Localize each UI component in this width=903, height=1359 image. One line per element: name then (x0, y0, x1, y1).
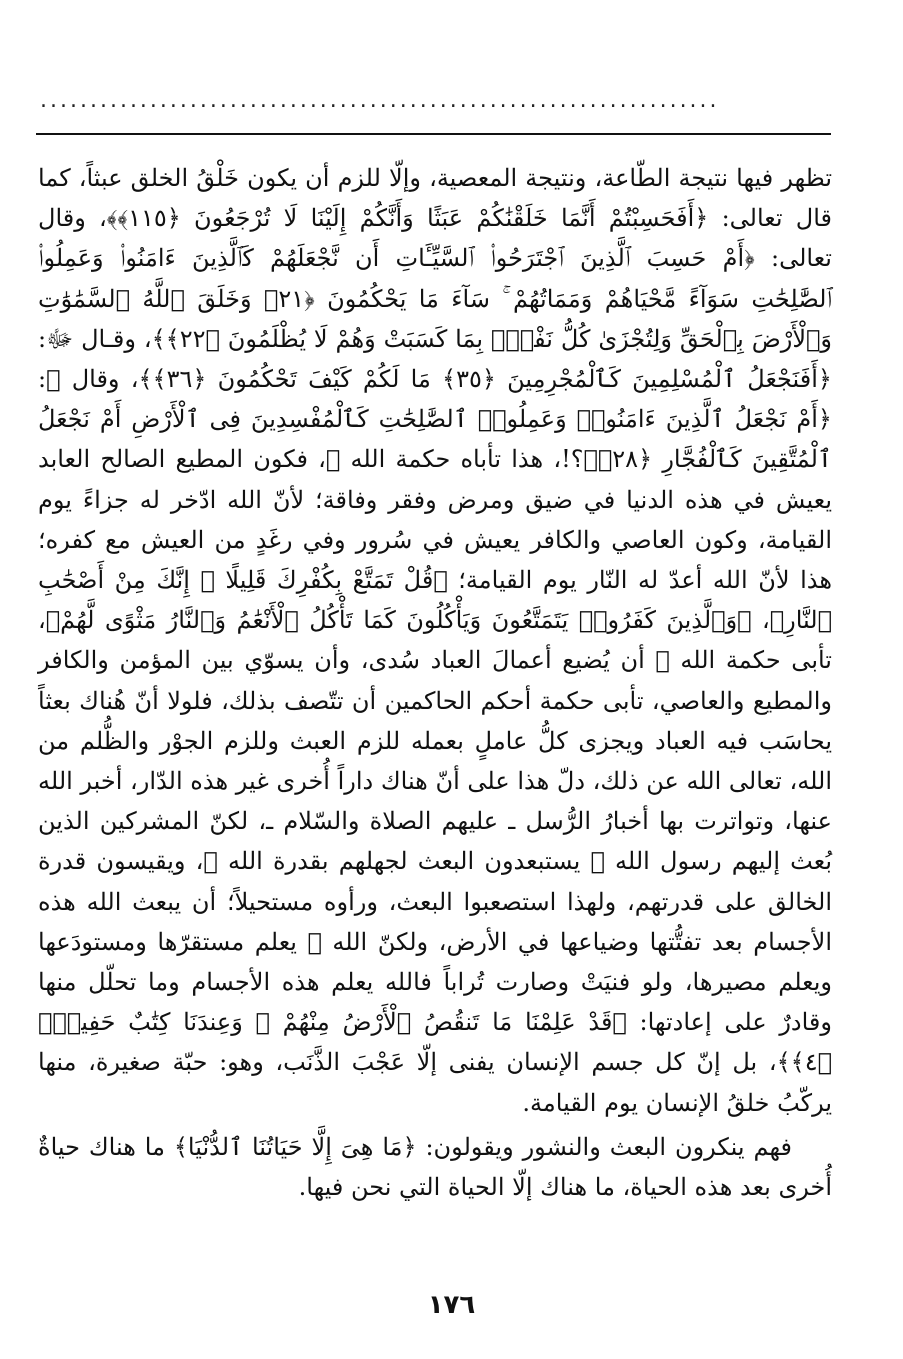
paragraph-2: فهم ينكرون البعث والنشور ويقولون: ﴿مَا هِىَ إِلَّا حَيَاتُنَا ٱلدُّنْيَا﴾ ما هناك حياةٌ أُخرى بعد هذه الحياة، ما هناك إلّا الحياة التي نحن فيها. (38, 1132, 832, 1202)
header-rule (36, 133, 831, 135)
separator-dots: .................................................................... (40, 88, 720, 113)
page-body (38, 158, 832, 1207)
paragraph-1: تظهر فيها نتيجة الطّاعة، ونتيجة المعصية، وإلّا للزم أن يكون خَلْقُ الخلق عبثاً، كما قال تعالى: ﴿أَفَحَسِبْتُمْ أَنَّمَا خَلَقْنَٰكُمْ عَبَثًا وَأَنَّكُمْ إِلَيْنَا لَا تُرْجَعُونَ ﴿١١٥﴾﴾، وقال تعالى: ﴿أَمْ حَسِبَ ٱلَّذِينَ ٱجْتَرَحُوا۟ ٱلسَّيِّـَٔاتِ أَن نَّجْعَلَهُمْ كَٱلَّذِينَ ءَامَنُوا۟ وَعَمِلُوا۟ ٱلصَّٰلِحَٰتِ سَوَآءً مَّحْيَاهُمْ وَمَمَاتُهُمْ ۚ سَآءَ مَا يَحْكُمُونَ ﴿٢١﴾ وَخَلَقَ ٱللَّهُ ٱلسَّمَٰوَٰتِ وَٱلْأَرْضَ بِٱلْحَقِّ وَلِتُجْزَىٰ كُلُّ نَفْسٍۭ بِمَا كَسَبَتْ وَهُمْ لَا يُظْلَمُونَ ﴿٢٢﴾﴾، وقـال ﷻ: ﴿أَفَنَجْعَلُ ٱلْمُسْلِمِينَ كَٱلْمُجْرِمِينَ ﴿٣٥﴾ مَا لَكُمْ كَيْفَ تَحْكُمُونَ ﴿٣٦﴾﴾، وقال ﷻ: ﴿أَمْ نَجْعَلُ ٱلَّذِينَ ءَامَنُوا۟ وَعَمِلُوا۟ ٱلصَّٰلِحَٰتِ كَٱلْمُفْسِدِينَ فِى ٱلْأَرْضِ أَمْ نَجْعَلُ ٱلْمُتَّقِينَ كَٱلْفُجَّارِ ﴿٢٨﴾﴾؟!، هذا تأباه حكمة الله ﷻ، فكون المطيع الصالح العابد يعيش في هذه الدنيا في ضيق ومرض وفقر وفاقة؛ لأنّ الله ادّخر له جزاءً يوم القيامة، وكون العاصي والكافر يعيش في سُرور وفي رغَدٍ من العيش مع كفره؛ هذا لأنّ الله أعدّ له النّار يوم القيامة؛ ﴿قُلْ تَمَتَّعْ بِكُفْرِكَ قَلِيلًا ۖ إِنَّكَ مِنْ أَصْحَٰبِ ٱلنَّارِ﴾، ﴿وَٱلَّذِينَ كَفَرُوا۟ يَتَمَتَّعُونَ وَيَأْكُلُونَ كَمَا تَأْكُلُ ٱلْأَنْعَٰمُ وَٱلنَّارُ مَثْوًى لَّهُمْ﴾، تأبى حكمة الله ﷻ أن يُضيع أعمالَ العباد سُدى، وأن يسوّي بين المؤمن والكافر والمطيع والعاصي، تأبى حكمة أحكم الحاكمين أن تتّصف بذلك، فلولا أنّ هُناك بعثاً يحاسَب فيه العباد ويجزى كلُّ عاملٍ بعمله للزم العبث وللزم الجوْر والظُّلم من الله، تعالى الله عن ذلك، دلّ هذا على أنّ هناك داراً أُخرى غير هذه الدّار، أخبر الله عنها، وتواترت بها أخبارُ الرُّسل ـ عليهم الصلاة والسّلام ـ، لكنّ المشركين الذين بُعث إليهم رسول الله ﷺ يستبعدون البعث لجهلهم بقدرة الله ﷻ، ويقيسون قدرة الخالق على قدرتهم، ولهذا استصعبوا البعث، ورأوه مستحيلاً؛ أن يبعث الله هذه الأجسام بعد تفتُّتها وضياعها في الأرض، ولكنّ الله ﷻ يعلم مستقرّها ومستودَعها ويعلم مصيرها، ولو فنيَتْ وصارت تُراباً فالله يعلم هذه الأجسام وما تحلّل منها وقادرٌ على إعادتها: ﴿قَدْ عَلِمْنَا مَا تَنقُصُ ٱلْأَرْضُ مِنْهُمْ ۖ وَعِندَنَا كِتَٰبٌ حَفِيظٌۢ ﴿٤﴾﴾، بل إنّ كل جسم الإنسان يفنى إلّا عَجْبَ الذَّنَب، وهو: حبّة صغيرة، منها يركّبُ خلقُ الإنسان يوم القيامة. (38, 164, 833, 1117)
page-number: ١٧٦ (427, 1290, 476, 1320)
